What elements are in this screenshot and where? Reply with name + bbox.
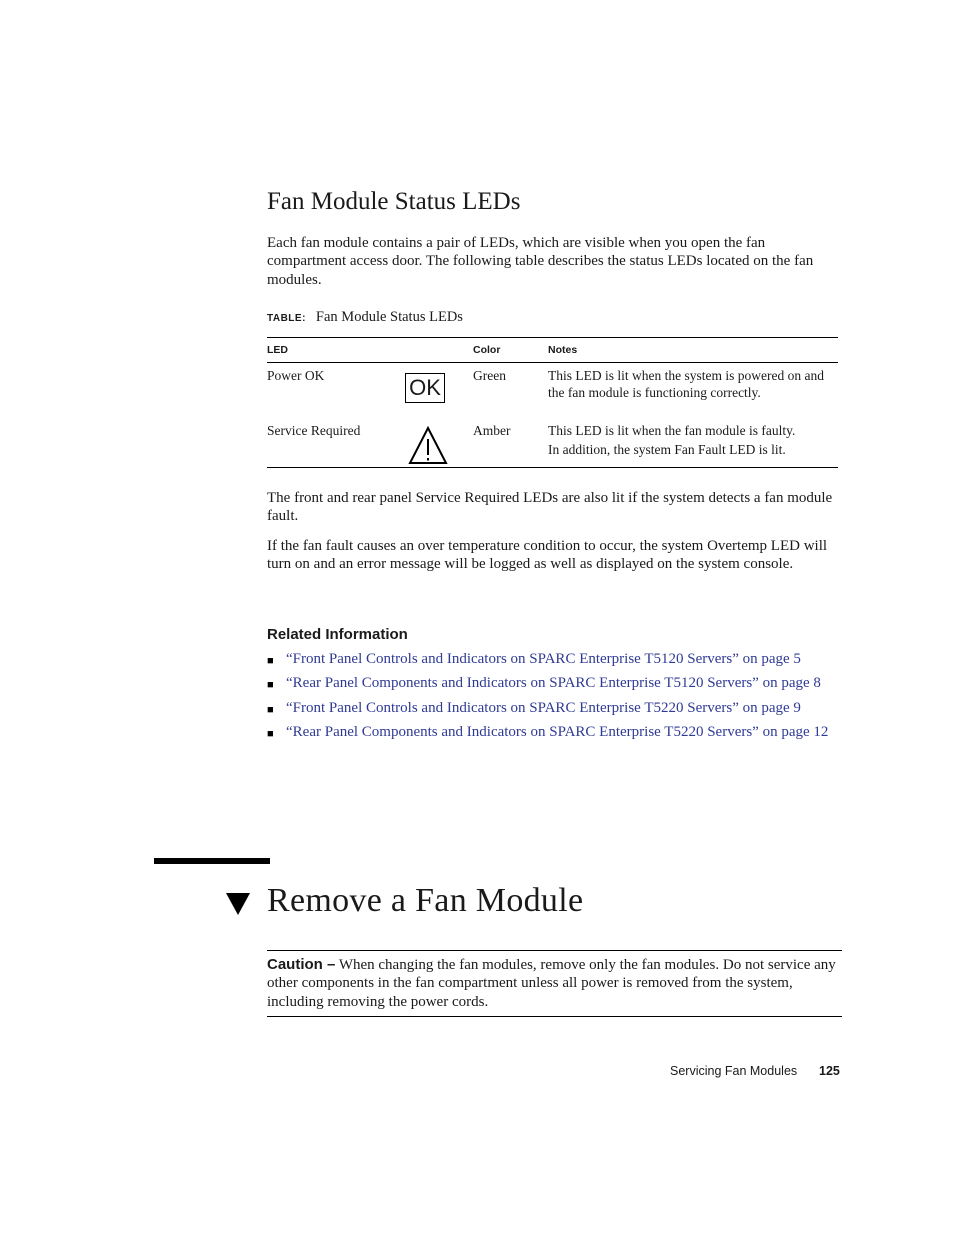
related-link-front-t5120[interactable]: “Front Panel Controls and Indicators on SPARC Enterprise T5120 Servers” on page 5 xyxy=(286,651,801,667)
warning-triangle-icon xyxy=(408,426,448,466)
list-item xyxy=(267,699,842,717)
row-service-required-notes-line1: This LED is lit when the fan module is faulty. xyxy=(548,423,796,438)
paragraph-service-leds: The front and rear panel Service Required LEDs are also lit if the system detects a fan module fault. xyxy=(267,490,833,525)
row-service-required-led: Service Required xyxy=(267,423,361,438)
row-power-ok-notes: This LED is lit when the system is powered on and the fan module is functioning correctly. xyxy=(548,368,824,400)
related-information-heading: Related Information xyxy=(267,626,408,643)
intro-paragraph: Each fan module contains a pair of LEDs, which are visible when you open the fan compartment access door. The following table describes the status LEDs located on the fan modules. xyxy=(267,235,814,288)
table-caption-label: TABLE: xyxy=(267,313,306,324)
table-bottom-rule xyxy=(267,467,838,468)
paragraph-overtemp: If the fan fault causes an over temperature condition to occur, the system Overtemp LED will turn on and an error message will be logged as well as displayed on the system console. xyxy=(267,538,828,573)
bullet-icon: ■ xyxy=(267,703,274,716)
bullet-icon: ■ xyxy=(267,655,274,667)
table-header-rule xyxy=(267,362,838,363)
list-item xyxy=(267,650,842,668)
triangle-down-icon xyxy=(225,892,251,916)
related-link-rear-t5120[interactable]: “Rear Panel Components and Indicators on SPARC Enterprise T5120 Servers” on page 8 xyxy=(286,675,821,692)
procedure-title: Remove a Fan Module xyxy=(267,882,584,919)
table-top-rule xyxy=(267,337,838,338)
caution-top-rule xyxy=(267,950,842,951)
header-led: LED xyxy=(267,344,288,356)
footer-chapter: Servicing Fan Modules xyxy=(670,1064,798,1078)
table-caption-title: Fan Module Status LEDs xyxy=(315,309,463,325)
section-title: Fan Module Status LEDs xyxy=(267,188,521,215)
row-service-required-notes-line2: In addition, the system Fan Fault LED is lit. xyxy=(548,442,786,457)
row-power-ok-color: Green xyxy=(473,368,506,383)
bullet-icon: ■ xyxy=(267,679,274,692)
caution-note xyxy=(267,956,839,1011)
row-power-ok-led: Power OK xyxy=(267,368,325,383)
header-notes: Notes xyxy=(548,344,578,356)
table-caption xyxy=(267,309,463,326)
list-item xyxy=(267,674,842,692)
caution-text: When changing the fan modules, remove only the fan modules. Do not service any other components in the fan compartment unless all power is removed from the system, including removing the power cords. xyxy=(267,957,836,1010)
bullet-icon: ■ xyxy=(267,727,274,740)
header-color: Color xyxy=(473,344,501,356)
related-links-list xyxy=(267,650,842,747)
caution-bottom-rule xyxy=(267,1016,842,1017)
page-number: 125 xyxy=(819,1064,840,1078)
row-service-required-color: Amber xyxy=(473,423,511,438)
ok-icon: OK xyxy=(405,373,445,403)
caution-label: Caution – xyxy=(267,956,336,973)
section-divider-bar xyxy=(154,858,270,864)
related-link-front-t5220[interactable]: “Front Panel Controls and Indicators on SPARC Enterprise T5220 Servers” on page 9 xyxy=(286,699,801,716)
related-link-rear-t5220[interactable]: “Rear Panel Components and Indicators on SPARC Enterprise T5220 Servers” on page 12 xyxy=(286,723,829,740)
list-item xyxy=(267,723,842,741)
